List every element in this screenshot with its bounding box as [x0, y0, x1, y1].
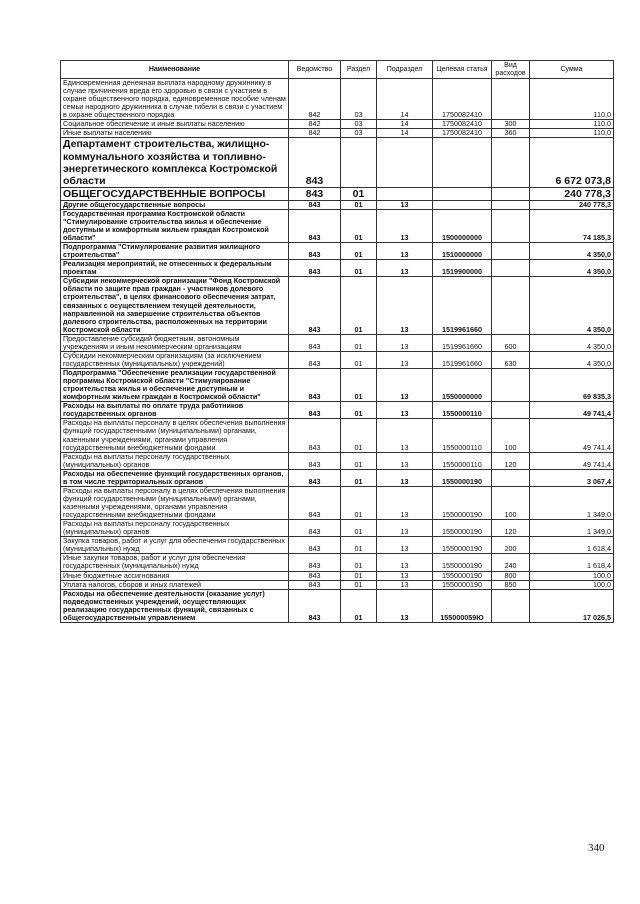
cell-razdel: 01 [341, 187, 377, 200]
cell-vedomstvo: 843 [289, 580, 341, 589]
table-row [61, 120, 614, 129]
table-row [61, 520, 614, 537]
table-row [61, 554, 614, 571]
table-row [61, 351, 614, 368]
header-celevaya-statya: Целевая статья [433, 61, 492, 79]
table-row [61, 260, 614, 277]
cell-celevaya-statya: 1550000190 [433, 554, 492, 571]
cell-name: Подпрограмма "Стимулирование развития жилищного строительства" [61, 243, 289, 260]
cell-summa: 110,0 [530, 129, 614, 138]
cell-name: Субсидии некоммерческой организации "Фонд Костромской области по защите прав граждан - участников долевого строительства", в целях финансового обеспечения затрат, связанных с осуществлением текущей деятельности, направленной на завершение строительства объектов долевого строительства, расположенных на территории Костромской области [61, 277, 289, 334]
cell-name: Закупка товаров, работ и услуг для обеспечения государственных (муниципальных) нужд [61, 537, 289, 554]
cell-podrazdel: 13 [377, 486, 433, 519]
cell-vedomstvo: 843 [289, 243, 341, 260]
cell-celevaya-statya: 1550000110 [433, 402, 492, 419]
cell-vid-raskhodov [492, 469, 530, 486]
cell-vedomstvo: 843 [289, 571, 341, 580]
table-row [61, 402, 614, 419]
cell-vid-raskhodov: 100 [492, 419, 530, 452]
cell-vid-raskhodov [492, 138, 530, 187]
table-row [61, 334, 614, 351]
cell-name: Иные выплаты населению [61, 129, 289, 138]
cell-razdel: 01 [341, 260, 377, 277]
cell-name: Иные бюджетные ассигнования [61, 571, 289, 580]
table-row [61, 571, 614, 580]
cell-podrazdel: 13 [377, 452, 433, 469]
cell-razdel: 01 [341, 469, 377, 486]
cell-vedomstvo: 843 [289, 452, 341, 469]
cell-summa: 100,0 [530, 571, 614, 580]
cell-podrazdel: 13 [377, 369, 433, 402]
cell-vedomstvo: 843 [289, 589, 341, 622]
cell-vedomstvo: 842 [289, 79, 341, 120]
cell-celevaya-statya: 1519961660 [433, 334, 492, 351]
table-row [61, 589, 614, 622]
cell-name: Подпрограмма "Обеспечение реализации государственной программы Костромской области "Стимулирование строительства жилья и обеспечение доступным и комфортным жильем граждан в Костромской области" [61, 369, 289, 402]
cell-podrazdel: 14 [377, 129, 433, 138]
cell-summa: 49 741,4 [530, 452, 614, 469]
table-header-row [61, 61, 614, 79]
cell-summa: 4 350,0 [530, 260, 614, 277]
table-row [61, 369, 614, 402]
cell-celevaya-statya: 1550000110 [433, 419, 492, 452]
header-vid-raskhodov: Вид расходов [492, 61, 530, 79]
cell-name: ОБЩЕГОСУДАРСТВЕННЫЕ ВОПРОСЫ [61, 187, 289, 200]
cell-summa: 6 672 073,8 [530, 138, 614, 187]
cell-name: Субсидии некоммерческим организациям (за исключением государственных (муниципальных) учреждений) [61, 351, 289, 368]
header-summa: Сумма [530, 61, 614, 79]
cell-name: Расходы на выплаты персоналу в целях обеспечения выполнения функций государственными (муниципальными) органами, казенными учреждениями, органами управления государственными внебюджетными фондами [61, 419, 289, 452]
page-number: 340 [588, 842, 605, 854]
cell-summa: 1 349,0 [530, 520, 614, 537]
cell-podrazdel: 13 [377, 589, 433, 622]
cell-celevaya-statya [433, 138, 492, 187]
cell-vid-raskhodov: 800 [492, 571, 530, 580]
table-row [61, 277, 614, 334]
table-row [61, 79, 614, 120]
cell-razdel: 01 [341, 571, 377, 580]
cell-celevaya-statya: 1750082410 [433, 129, 492, 138]
cell-celevaya-statya: 1550000110 [433, 452, 492, 469]
cell-summa: 1 618,4 [530, 537, 614, 554]
cell-vedomstvo: 843 [289, 537, 341, 554]
cell-podrazdel: 13 [377, 469, 433, 486]
cell-vid-raskhodov: 240 [492, 554, 530, 571]
table-row [61, 469, 614, 486]
cell-podrazdel: 13 [377, 243, 433, 260]
cell-vid-raskhodov: 360 [492, 129, 530, 138]
cell-celevaya-statya: 1550000190 [433, 571, 492, 580]
cell-summa: 74 185,3 [530, 209, 614, 242]
cell-podrazdel: 13 [377, 419, 433, 452]
cell-razdel: 01 [341, 334, 377, 351]
cell-celevaya-statya: 1550000000 [433, 369, 492, 402]
cell-vid-raskhodov [492, 369, 530, 402]
cell-podrazdel: 13 [377, 520, 433, 537]
table-row [61, 187, 614, 200]
cell-razdel: 03 [341, 120, 377, 129]
cell-name: Расходы на обеспечение деятельности (оказание услуг) подведомственных учреждений, осуществляющих реализацию государственных функций, связанных с общегосударственным управлением [61, 589, 289, 622]
header-vedomstvo: Ведомство [289, 61, 341, 79]
table-row [61, 452, 614, 469]
cell-name: Расходы на выплаты персоналу государственных (муниципальных) органов [61, 452, 289, 469]
table-row [61, 129, 614, 138]
cell-celevaya-statya: 1750082410 [433, 120, 492, 129]
cell-celevaya-statya: 1519961660 [433, 351, 492, 368]
table-row [61, 486, 614, 519]
header-podrazdel: Подраздел [377, 61, 433, 79]
cell-razdel: 01 [341, 554, 377, 571]
cell-vedomstvo: 843 [289, 369, 341, 402]
table-row [61, 580, 614, 589]
cell-vedomstvo: 843 [289, 187, 341, 200]
cell-vedomstvo: 843 [289, 554, 341, 571]
cell-podrazdel: 13 [377, 537, 433, 554]
table-row [61, 243, 614, 260]
cell-name: Расходы на выплаты персоналу в целях обеспечения выполнения функций государственными (муниципальными) органами, казенными учреждениями, органами управления государственными внебюджетными фондами [61, 486, 289, 519]
cell-vid-raskhodov [492, 209, 530, 242]
cell-vid-raskhodov: 600 [492, 334, 530, 351]
budget-table-sheet [60, 60, 613, 623]
cell-podrazdel: 13 [377, 334, 433, 351]
cell-celevaya-statya: 1550000190 [433, 520, 492, 537]
cell-vid-raskhodov [492, 589, 530, 622]
cell-vid-raskhodov: 200 [492, 537, 530, 554]
cell-vid-raskhodov [492, 243, 530, 260]
cell-name: Иные закупки товаров, работ и услуг для обеспечения государственных (муниципальных) нужд [61, 554, 289, 571]
cell-celevaya-statya: 1550000190 [433, 537, 492, 554]
cell-vedomstvo: 843 [289, 334, 341, 351]
cell-summa: 110,0 [530, 120, 614, 129]
cell-vedomstvo: 843 [289, 277, 341, 334]
cell-summa: 240 778,3 [530, 200, 614, 209]
cell-name: Уплата налогов, сборов и иных платежей [61, 580, 289, 589]
cell-vedomstvo: 843 [289, 260, 341, 277]
cell-razdel: 01 [341, 589, 377, 622]
cell-podrazdel [377, 187, 433, 200]
cell-vedomstvo: 843 [289, 469, 341, 486]
cell-vedomstvo: 843 [289, 486, 341, 519]
cell-celevaya-statya: 1500000000 [433, 209, 492, 242]
cell-vedomstvo: 843 [289, 138, 341, 187]
cell-celevaya-statya: 1519900000 [433, 260, 492, 277]
cell-name: Расходы на выплаты по оплате труда работников государственных органов [61, 402, 289, 419]
table-row [61, 209, 614, 242]
cell-celevaya-statya: 155000059Ю [433, 589, 492, 622]
cell-razdel: 03 [341, 79, 377, 120]
cell-vedomstvo: 843 [289, 402, 341, 419]
cell-podrazdel: 13 [377, 554, 433, 571]
cell-razdel [341, 138, 377, 187]
table-row [61, 138, 614, 187]
cell-vid-raskhodov: 850 [492, 580, 530, 589]
cell-vid-raskhodov [492, 260, 530, 277]
table-row [61, 537, 614, 554]
cell-vid-raskhodov: 630 [492, 351, 530, 368]
cell-vid-raskhodov [492, 402, 530, 419]
cell-summa: 49 741,4 [530, 402, 614, 419]
cell-summa: 17 026,5 [530, 589, 614, 622]
table-body [61, 79, 614, 623]
cell-vid-raskhodov: 120 [492, 520, 530, 537]
cell-name: Расходы на выплаты персоналу государственных (муниципальных) органов [61, 520, 289, 537]
cell-vid-raskhodov [492, 200, 530, 209]
cell-celevaya-statya [433, 187, 492, 200]
cell-vedomstvo: 843 [289, 351, 341, 368]
cell-celevaya-statya [433, 200, 492, 209]
cell-summa: 4 350,0 [530, 351, 614, 368]
cell-name: Реализация мероприятий, не отнесенных к федеральным проектам [61, 260, 289, 277]
cell-podrazdel: 13 [377, 200, 433, 209]
cell-vid-raskhodov [492, 79, 530, 120]
cell-razdel: 01 [341, 243, 377, 260]
cell-name: Расходы на обеспечение функций государственных органов, в том числе территориальных органов [61, 469, 289, 486]
cell-name: Единовременная денежная выплата народному дружиннику в случае причинения вреда его здоровью в связи с участием в охране общественного порядка, единовременное пособие членам семьи народного дружинника в случае гибели в связи с участием в охране общественного порядка [61, 79, 289, 120]
cell-name: Предоставление субсидий бюджетным, автономным учреждениям и иным некоммерческим организациям [61, 334, 289, 351]
cell-summa: 3 067,4 [530, 469, 614, 486]
cell-vid-raskhodov: 300 [492, 120, 530, 129]
cell-podrazdel: 13 [377, 351, 433, 368]
cell-razdel: 01 [341, 419, 377, 452]
header-razdel: Раздел [341, 61, 377, 79]
cell-celevaya-statya: 1550000190 [433, 486, 492, 519]
cell-razdel: 03 [341, 129, 377, 138]
cell-razdel: 01 [341, 520, 377, 537]
table-row [61, 200, 614, 209]
cell-podrazdel [377, 138, 433, 187]
cell-razdel: 01 [341, 402, 377, 419]
cell-podrazdel: 13 [377, 402, 433, 419]
cell-vedomstvo: 843 [289, 520, 341, 537]
table-row [61, 419, 614, 452]
cell-summa: 4 350,0 [530, 334, 614, 351]
cell-podrazdel: 13 [377, 209, 433, 242]
cell-celevaya-statya: 1519961660 [433, 277, 492, 334]
cell-summa: 110,0 [530, 79, 614, 120]
cell-name: Государственная программа Костромской области "Стимулирование строительства жилья и обеспечение доступным и комфортным жильем граждан Костромской области" [61, 209, 289, 242]
cell-razdel: 01 [341, 369, 377, 402]
cell-vedomstvo: 843 [289, 209, 341, 242]
cell-summa: 4 350,0 [530, 243, 614, 260]
cell-vedomstvo: 843 [289, 419, 341, 452]
cell-vedomstvo: 842 [289, 120, 341, 129]
cell-razdel: 01 [341, 580, 377, 589]
cell-celevaya-statya: 1550000190 [433, 469, 492, 486]
header-name: Наименование [61, 61, 289, 79]
cell-vid-raskhodov: 100 [492, 486, 530, 519]
cell-vedomstvo: 842 [289, 129, 341, 138]
cell-razdel: 01 [341, 452, 377, 469]
cell-summa: 100,0 [530, 580, 614, 589]
cell-podrazdel: 13 [377, 260, 433, 277]
cell-vid-raskhodov: 120 [492, 452, 530, 469]
cell-podrazdel: 14 [377, 79, 433, 120]
cell-summa: 1 618,4 [530, 554, 614, 571]
budget-table [60, 60, 614, 623]
cell-podrazdel: 14 [377, 120, 433, 129]
cell-razdel: 01 [341, 209, 377, 242]
cell-razdel: 01 [341, 277, 377, 334]
cell-vid-raskhodov [492, 187, 530, 200]
cell-podrazdel: 13 [377, 277, 433, 334]
cell-name: Социальное обеспечение и иные выплаты населению [61, 120, 289, 129]
cell-summa: 1 349,0 [530, 486, 614, 519]
cell-celevaya-statya: 1550000190 [433, 580, 492, 589]
cell-summa: 69 835,3 [530, 369, 614, 402]
cell-summa: 4 350,0 [530, 277, 614, 334]
cell-summa: 240 778,3 [530, 187, 614, 200]
cell-razdel: 01 [341, 351, 377, 368]
cell-podrazdel: 13 [377, 571, 433, 580]
cell-razdel: 01 [341, 486, 377, 519]
cell-summa: 49 741,4 [530, 419, 614, 452]
cell-celevaya-statya: 1510000000 [433, 243, 492, 260]
cell-celevaya-statya: 1750082410 [433, 79, 492, 120]
cell-razdel: 01 [341, 200, 377, 209]
cell-vedomstvo: 843 [289, 200, 341, 209]
cell-podrazdel: 13 [377, 580, 433, 589]
cell-vid-raskhodov [492, 277, 530, 334]
cell-razdel: 01 [341, 537, 377, 554]
cell-name: Другие общегосударственные вопросы [61, 200, 289, 209]
cell-name: Департамент строительства, жилищно-коммунального хозяйства и топливно-энергетического комплекса Костромской области [61, 138, 289, 187]
